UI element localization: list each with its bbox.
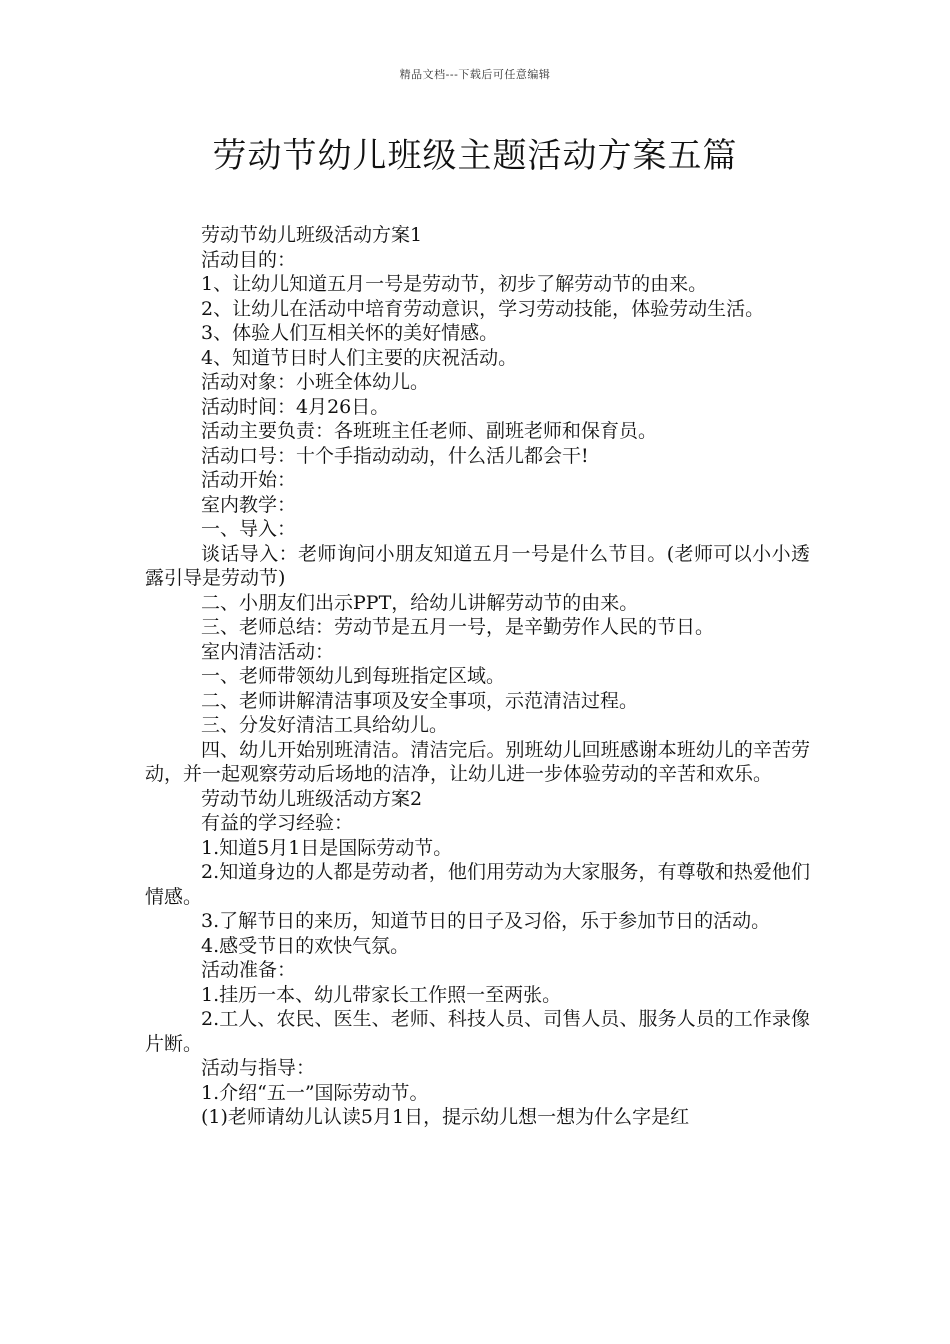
paragraph: 2.工人、农民、医生、老师、科技人员、司售人员、服务人员的工作录像片断。 xyxy=(145,1008,810,1055)
paragraph: 劳动节幼儿班级活动方案1 xyxy=(201,224,423,246)
document-title: 劳动节幼儿班级主题活动方案五篇 xyxy=(212,136,738,176)
paragraph: 二、老师讲解清洁事项及安全事项，示范清洁过程。 xyxy=(201,689,639,712)
paragraph: 室内清洁活动： xyxy=(201,640,335,663)
paragraph: 4、知道节日时人们主要的庆祝活动。 xyxy=(201,346,518,369)
paragraph: 谈话导入：老师询问小朋友知道五月一号是什么节目。(老师可以小小透露引导是劳动节) xyxy=(145,542,810,589)
paragraph: 活动准备： xyxy=(201,959,297,981)
paragraph: 活动目的： xyxy=(201,248,297,271)
header-note: 精品文档---下载后可任意编辑 xyxy=(399,68,551,81)
paragraph: 三、老师总结：劳动节是五月一号，是辛勤劳作人民的节日。 xyxy=(201,616,715,638)
paragraph: 活动开始： xyxy=(201,469,297,491)
paragraph: 室内教学： xyxy=(201,493,297,516)
paragraph: 1.知道5月1日是国际劳动节。 xyxy=(201,836,453,859)
document-body xyxy=(145,223,810,1130)
paragraph: 活动对象：小班全体幼儿。 xyxy=(201,371,430,393)
paragraph: 活动与指导： xyxy=(201,1057,316,1079)
paragraph: 四、幼儿开始别班清洁。清洁完后。别班幼儿回班感谢本班幼儿的辛苦劳动，并一起观察劳动后场地的洁净，让幼儿进一步体验劳动的辛苦和欢乐。 xyxy=(145,738,810,785)
paragraph: 三、分发好清洁工具给幼儿。 xyxy=(201,714,449,736)
paragraph: (1)老师请幼儿认读5月1日，提示幼儿想一想为什么字是红 xyxy=(201,1106,690,1128)
paragraph: 一、老师带领幼儿到每班指定区域。 xyxy=(201,665,506,687)
paragraph: 3.了解节日的来历，知道节日的日子及习俗，乐于参加节日的活动。 xyxy=(201,910,771,932)
paragraph: 活动时间：4月26日。 xyxy=(201,395,390,418)
paragraph: 活动主要负责：各班班主任老师、副班老师和保育员。 xyxy=(201,420,658,442)
paragraph: 活动口号：十个手指动动动，什么活儿都会干! xyxy=(201,444,589,467)
paragraph: 劳动节幼儿班级活动方案2 xyxy=(201,787,423,810)
paragraph: 2.知道身边的人都是劳动者，他们用劳动为大家服务，有尊敬和热爱他们情感。 xyxy=(145,861,810,908)
paragraph: 1、让幼儿知道五月一号是劳动节，初步了解劳动节的由来。 xyxy=(201,273,708,295)
paragraph: 1.介绍“五一”国际劳动节。 xyxy=(201,1081,429,1104)
paragraph: 有益的学习经验： xyxy=(201,812,354,834)
paragraph: 二、小朋友们出示PPT，给幼儿讲解劳动节的由来。 xyxy=(201,591,639,614)
paragraph: 4.感受节日的欢快气氛。 xyxy=(201,934,410,957)
paragraph: 一、导入： xyxy=(201,518,297,540)
paragraph: 1.挂历一本、幼儿带家长工作照一至两张。 xyxy=(201,983,562,1006)
paragraph: 2、让幼儿在活动中培育劳动意识，学习劳动技能，体验劳动生活。 xyxy=(201,297,765,320)
paragraph: 3、体验人们互相关怀的美好情感。 xyxy=(201,322,499,344)
